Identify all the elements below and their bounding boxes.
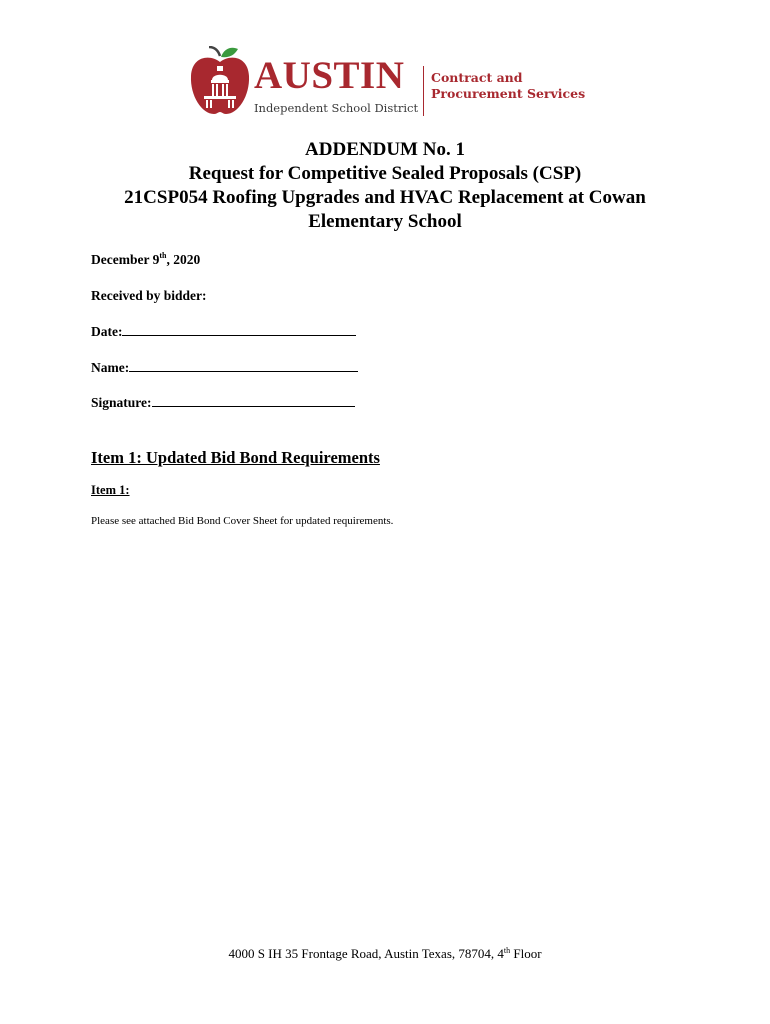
logo-wordmark: AUSTIN (254, 54, 405, 97)
title-line-1: ADDENDUM No. 1 (305, 139, 465, 160)
name-label: Name: (91, 360, 130, 375)
title-line-3: 21CSP054 Roofing Upgrades and HVAC Replacement at Cowan (124, 187, 646, 208)
signature-blank[interactable] (152, 394, 355, 407)
item-1-subheading: Item 1: (91, 483, 130, 497)
apple-capitol-icon (188, 46, 252, 116)
date-field[interactable] (91, 323, 356, 340)
date-label: Date: (91, 324, 123, 339)
document-title (60, 138, 710, 234)
date-blank[interactable] (122, 323, 356, 336)
addendum-date: December 9th, 2020 (91, 251, 201, 267)
received-by-label: Received by bidder: (91, 288, 207, 303)
title-line-2: Request for Competitive Sealed Proposals (CSP) (188, 163, 582, 184)
signature-label: Signature: (91, 395, 152, 410)
title-line-4: Elementary School (308, 211, 462, 232)
item-1-heading: Item 1: Updated Bid Bond Requirements (91, 448, 380, 467)
logo-dept-line1: Contract and (431, 70, 523, 85)
logo-district-name: Independent School District (254, 101, 419, 115)
footer-address: 4000 S IH 35 Frontage Road, Austin Texas, 78704, 4th Floor (228, 946, 542, 961)
logo-department (431, 70, 585, 102)
name-blank[interactable] (129, 359, 358, 372)
signature-field[interactable] (91, 394, 355, 411)
austin-isd-logo (188, 46, 588, 118)
name-field[interactable] (91, 359, 358, 376)
logo-divider (423, 66, 424, 116)
item-1-text: Please see attached Bid Bond Cover Sheet for updated requirements. (91, 515, 394, 527)
logo-dept-line2: Procurement Services (431, 86, 586, 101)
